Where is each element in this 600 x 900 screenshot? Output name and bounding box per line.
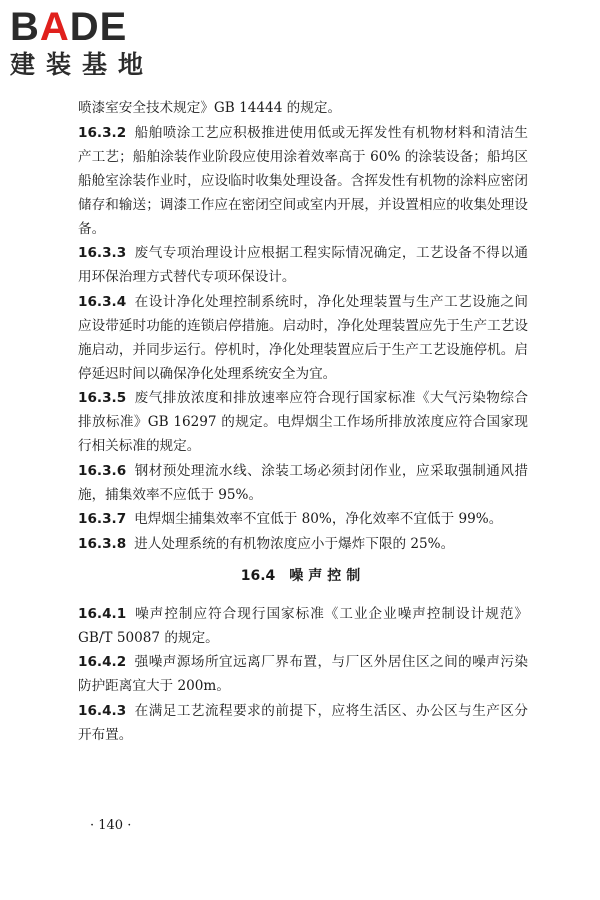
- clause-paragraph: [78, 532, 528, 556]
- clause-paragraph: [78, 602, 528, 650]
- clause-paragraph: [78, 241, 528, 289]
- page-number: · 140 ·: [90, 818, 132, 833]
- document-body: [78, 96, 528, 747]
- clause-number: 16.3.2: [78, 124, 127, 141]
- clause-number: 16.3.8: [78, 535, 127, 552]
- clause-paragraph: [78, 650, 528, 698]
- clause-text: 电焊烟尘捕集效率不宜低于 80%，净化效率不宜低于 99%。: [134, 511, 503, 527]
- section-16-4-clauses: [78, 602, 528, 747]
- clause-text: 在满足工艺流程要求的前提下，应将生活区、办公区与生产区分开布置。: [78, 702, 528, 743]
- clause-text: 钢材预处理流水线、涂装工场必须封闭作业，应采取强制通风措施，捕集效率不应低于 95%。: [78, 462, 528, 503]
- section-number: 16.4: [240, 567, 276, 584]
- clause-paragraph: [78, 699, 528, 747]
- clause-number: 16.4.2: [78, 654, 127, 670]
- clause-text: 进人处理系统的有机物浓度应小于爆炸下限的 25%。: [134, 535, 455, 552]
- bade-logo: [10, 6, 178, 80]
- clause-number: 16.4.3: [78, 702, 127, 719]
- clause-text: 喷漆室安全技术规定》GB 14444 的规定。: [78, 100, 342, 116]
- clause-number: 16.4.1: [78, 605, 127, 622]
- clause-paragraph: [78, 386, 528, 458]
- clause-number: 16.3.3: [78, 245, 127, 261]
- logo-subtitle: 建装基地: [10, 50, 155, 79]
- clause-paragraph: [78, 459, 528, 507]
- clause-text: 船舶喷涂工艺应积极推进使用低或无挥发性有机物材料和清洁生产工艺；船舶涂装作业阶段应使用涂着效率高于 60% 的涂装设备；船坞区船舱室涂装作业时，应设临时收集处理设备。含挥发性有机物的涂料应密闭储存和输送；调漆工作应在密闭空间或室内开展，并设置相应的收集处理设备。: [78, 124, 528, 237]
- clause-paragraph: [78, 290, 528, 386]
- clause-text: 强噪声源场所宜远离厂界布置，与厂区外居住区之间的噪声污染防护距离宜大于 200m。: [78, 654, 528, 694]
- clause-text: 废气专项治理设计应根据工程实际情况确定，工艺设备不得以通用环保治理方式替代专项环保设计。: [78, 245, 528, 285]
- section-title: 噪声控制: [289, 567, 366, 584]
- section-16-3-clauses: [78, 96, 528, 556]
- clause-number: 16.3.6: [78, 462, 127, 479]
- logo-brand: BADE: [10, 5, 128, 49]
- section-heading: [78, 564, 528, 588]
- clause-paragraph: [78, 507, 528, 531]
- logo-accent-letter: A: [39, 5, 70, 49]
- clause-number: 16.3.7: [78, 511, 127, 527]
- clause-paragraph: [78, 121, 528, 241]
- clause-number: 16.3.4: [78, 293, 127, 310]
- clause-text: 在设计净化处理控制系统时，净化处理装置与生产工艺设施之间应设带延时功能的连锁启停措施。启动时，净化处理装置应先于生产工艺设施启动，并同步运行。停机时，净化处理装置应后于生产工艺设施停机。启停延迟时间以确保净化处理系统安全为宜。: [78, 293, 528, 382]
- clause-number: 16.3.5: [78, 390, 127, 406]
- clause-text: 废气排放浓度和排放速率应符合现行国家标准《大气污染物综合排放标准》GB 16297 的规定。电焊烟尘工作场所排放浓度应符合国家现行相关标准的规定。: [78, 390, 528, 454]
- clause-text: 噪声控制应符合现行国家标准《工业企业噪声控制设计规范》GB/T 50087 的规定。: [78, 605, 528, 646]
- clause-paragraph: [78, 96, 528, 120]
